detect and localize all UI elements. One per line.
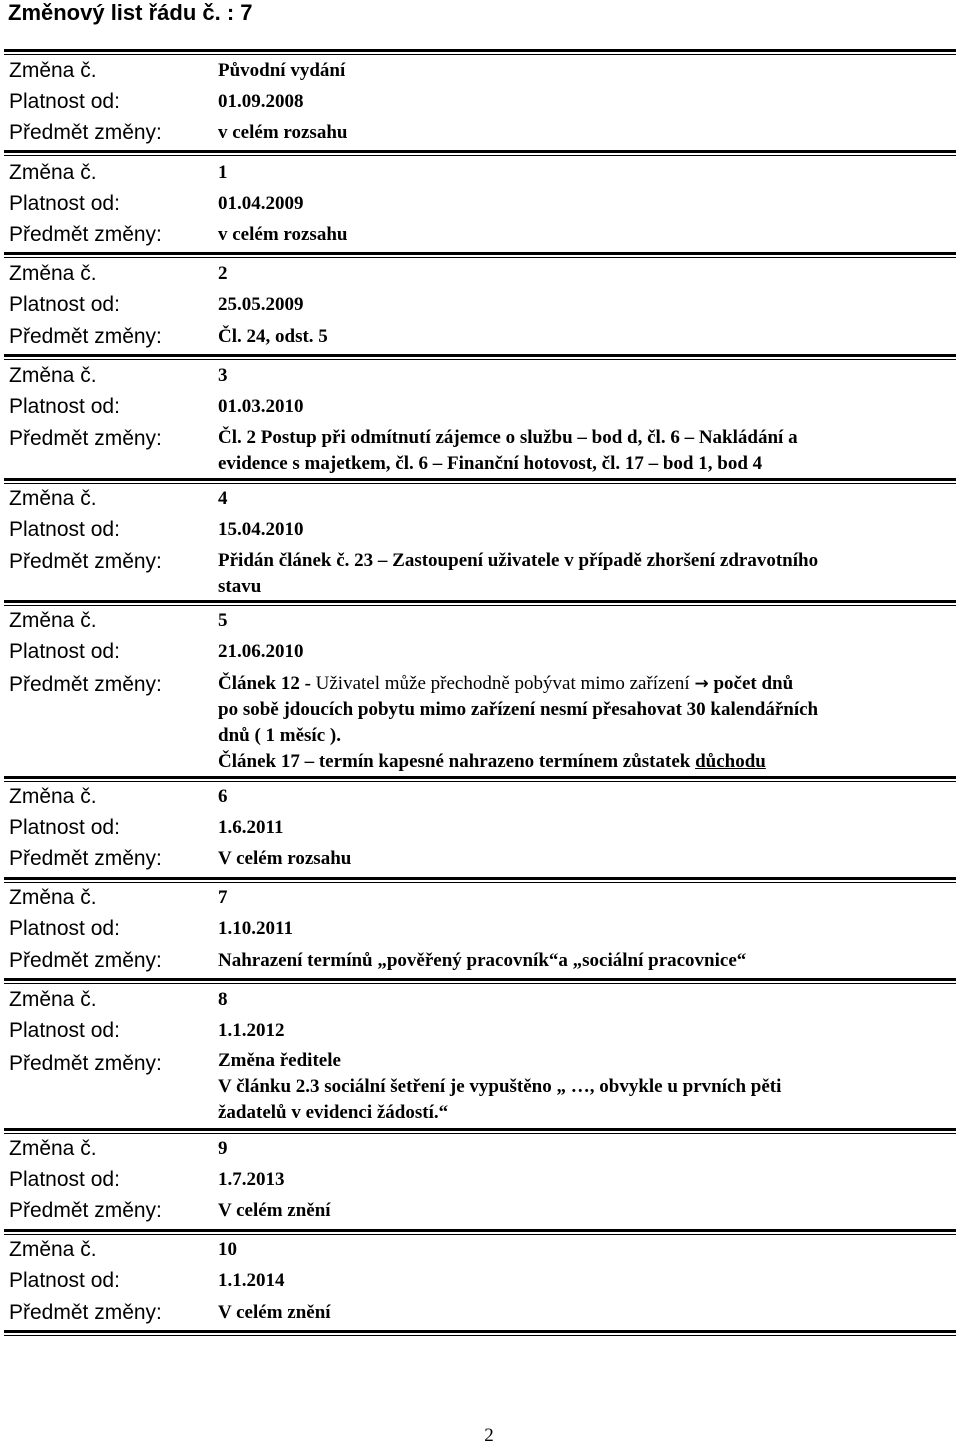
label-zmena: Změna č. (9, 1238, 97, 1261)
value-predmet: v celém rozsahu (218, 224, 348, 245)
label-platnost: Platnost od: (9, 1019, 120, 1042)
page-number: 2 (484, 1425, 494, 1446)
value-predmet (218, 1048, 948, 1126)
label-platnost: Platnost od: (9, 1269, 120, 1292)
row-predmet (0, 843, 960, 874)
predmet-line: Změna ředitele (218, 1050, 341, 1071)
value-zmena: 7 (218, 887, 228, 908)
label-platnost: Platnost od: (9, 192, 120, 215)
label-zmena: Změna č. (9, 262, 97, 285)
value-predmet (218, 548, 948, 600)
value-zmena: 8 (218, 989, 228, 1010)
value-platnost: 21.06.2010 (218, 641, 304, 662)
row-zmena (0, 605, 960, 636)
label-predmet: Předmět změny: (9, 1301, 162, 1324)
value-platnost: 01.09.2008 (218, 91, 304, 112)
label-platnost: Platnost od: (9, 293, 120, 316)
value-zmena: 6 (218, 786, 228, 807)
separator-top (4, 877, 956, 880)
row-zmena (0, 984, 960, 1015)
value-predmet: V celém rozsahu (218, 848, 352, 869)
value-platnost: 01.04.2009 (218, 193, 304, 214)
row-predmet (0, 1297, 960, 1328)
row-platnost (0, 913, 960, 944)
predmet-line: dnů ( 1 měsíc ). (218, 725, 341, 746)
value-zmena: 2 (218, 263, 228, 284)
value-zmena: Původní vydání (218, 60, 346, 81)
predmet-text: počet dnů (713, 673, 794, 694)
label-predmet: Předmět změny: (9, 325, 162, 348)
predmet-text: důchodu (695, 751, 766, 772)
row-platnost (0, 289, 960, 320)
predmet-line (218, 749, 948, 775)
row-platnost (0, 1164, 960, 1195)
label-predmet: Předmět změny: (9, 550, 162, 573)
predmet-line: evidence s majetkem, čl. 6 – Finanční hotovost, čl. 17 – bod 1, bod 4 (218, 453, 763, 474)
value-zmena: 3 (218, 365, 228, 386)
row-predmet (0, 321, 960, 352)
row-zmena (0, 483, 960, 514)
row-platnost (0, 391, 960, 422)
predmet-text: Uživatel může přechodně pobývat mimo zařízení (315, 673, 690, 694)
label-predmet: Předmět změny: (9, 949, 162, 972)
separator-top (4, 776, 956, 779)
predmet-text: Článek 12 - (218, 673, 316, 694)
label-platnost: Platnost od: (9, 917, 120, 940)
predmet-line: stavu (218, 576, 262, 597)
label-zmena: Změna č. (9, 988, 97, 1011)
label-zmena: Změna č. (9, 364, 97, 387)
value-zmena: 9 (218, 1138, 228, 1159)
value-platnost: 15.04.2010 (218, 519, 304, 540)
label-predmet: Předmět změny: (9, 847, 162, 870)
predmet-line: Přidán článek č. 23 – Zastoupení uživatele v případě zhoršení zdravotního (218, 550, 819, 571)
value-platnost: 01.03.2010 (218, 396, 304, 417)
separator-bottom (4, 1335, 956, 1336)
value-platnost: 1.1.2012 (218, 1020, 285, 1041)
row-predmet (0, 1195, 960, 1226)
row-zmena (0, 882, 960, 913)
value-platnost: 1.10.2011 (218, 918, 293, 939)
row-predmet (0, 945, 960, 976)
value-predmet: v celém rozsahu (218, 122, 348, 143)
predmet-line: Čl. 2 Postup při odmítnutí zájemce o službu – bod d, čl. 6 – Nakládání a (218, 427, 798, 448)
label-platnost: Platnost od: (9, 1168, 120, 1191)
row-zmena (0, 258, 960, 289)
row-zmena (0, 157, 960, 188)
row-zmena (0, 781, 960, 812)
value-predmet: V celém znění (218, 1200, 331, 1221)
separator-top (4, 354, 956, 357)
value-zmena: 1 (218, 162, 228, 183)
separator-top (4, 1128, 956, 1131)
predmet-line: V článku 2.3 sociální šetření je vypuštěno „ …, obvykle u prvních pěti (218, 1076, 782, 1097)
separator-top (4, 478, 956, 481)
row-zmena (0, 55, 960, 86)
value-predmet: Nahrazení termínů „pověřený pracovník“a „sociální pracovnice“ (218, 950, 747, 971)
predmet-text: Článek 17 – termín kapesné nahrazeno termínem zůstatek (218, 751, 696, 772)
value-zmena: 10 (218, 1239, 237, 1260)
value-predmet (218, 425, 948, 477)
label-platnost: Platnost od: (9, 816, 120, 839)
label-platnost: Platnost od: (9, 395, 120, 418)
value-predmet: Čl. 24, odst. 5 (218, 326, 328, 347)
separator-top (4, 978, 956, 981)
label-zmena: Změna č. (9, 609, 97, 632)
row-platnost (0, 1265, 960, 1296)
value-predmet: V celém znění (218, 1302, 331, 1323)
label-predmet: Předmět změny: (9, 223, 162, 246)
label-predmet: Předmět změny: (9, 427, 162, 450)
separator-top (4, 150, 956, 153)
label-zmena: Změna č. (9, 161, 97, 184)
value-predmet (218, 671, 948, 775)
separator-top (4, 600, 956, 603)
label-predmet: Předmět změny: (9, 121, 162, 144)
separator-bottom (4, 155, 956, 156)
value-platnost: 1.6.2011 (218, 817, 284, 838)
row-predmet (0, 117, 960, 148)
row-platnost (0, 86, 960, 117)
page-title: Změnový list řádu č. : 7 (8, 0, 253, 25)
label-zmena: Změna č. (9, 886, 97, 909)
predmet-line: žadatelů v evidenci žádostí.“ (218, 1102, 449, 1123)
predmet-line (218, 671, 948, 697)
value-platnost: 1.7.2013 (218, 1169, 285, 1190)
separator-top (4, 252, 956, 255)
value-platnost: 25.05.2009 (218, 294, 304, 315)
label-predmet: Předmět změny: (9, 1199, 162, 1222)
arrow-right-icon: → (694, 674, 709, 694)
value-zmena: 4 (218, 488, 228, 509)
row-platnost (0, 812, 960, 843)
label-zmena: Změna č. (9, 59, 97, 82)
row-platnost (0, 636, 960, 667)
row-zmena (0, 1234, 960, 1265)
row-platnost (0, 188, 960, 219)
row-predmet (0, 219, 960, 250)
label-zmena: Změna č. (9, 1137, 97, 1160)
label-platnost: Platnost od: (9, 640, 120, 663)
label-zmena: Změna č. (9, 785, 97, 808)
label-platnost: Platnost od: (9, 90, 120, 113)
separator-top (4, 1330, 956, 1333)
row-zmena (0, 1133, 960, 1164)
label-zmena: Změna č. (9, 487, 97, 510)
label-predmet: Předmět změny: (9, 1052, 162, 1075)
row-platnost (0, 514, 960, 545)
value-zmena: 5 (218, 610, 228, 631)
value-platnost: 1.1.2014 (218, 1270, 285, 1291)
label-platnost: Platnost od: (9, 518, 120, 541)
row-zmena (0, 360, 960, 391)
predmet-line: po sobě jdoucích pobytu mimo zařízení nesmí přesahovat 30 kalendářních (218, 699, 819, 720)
row-platnost (0, 1015, 960, 1046)
separator-top (4, 49, 956, 52)
separator-top (4, 1229, 956, 1232)
label-predmet: Předmět změny: (9, 673, 162, 696)
